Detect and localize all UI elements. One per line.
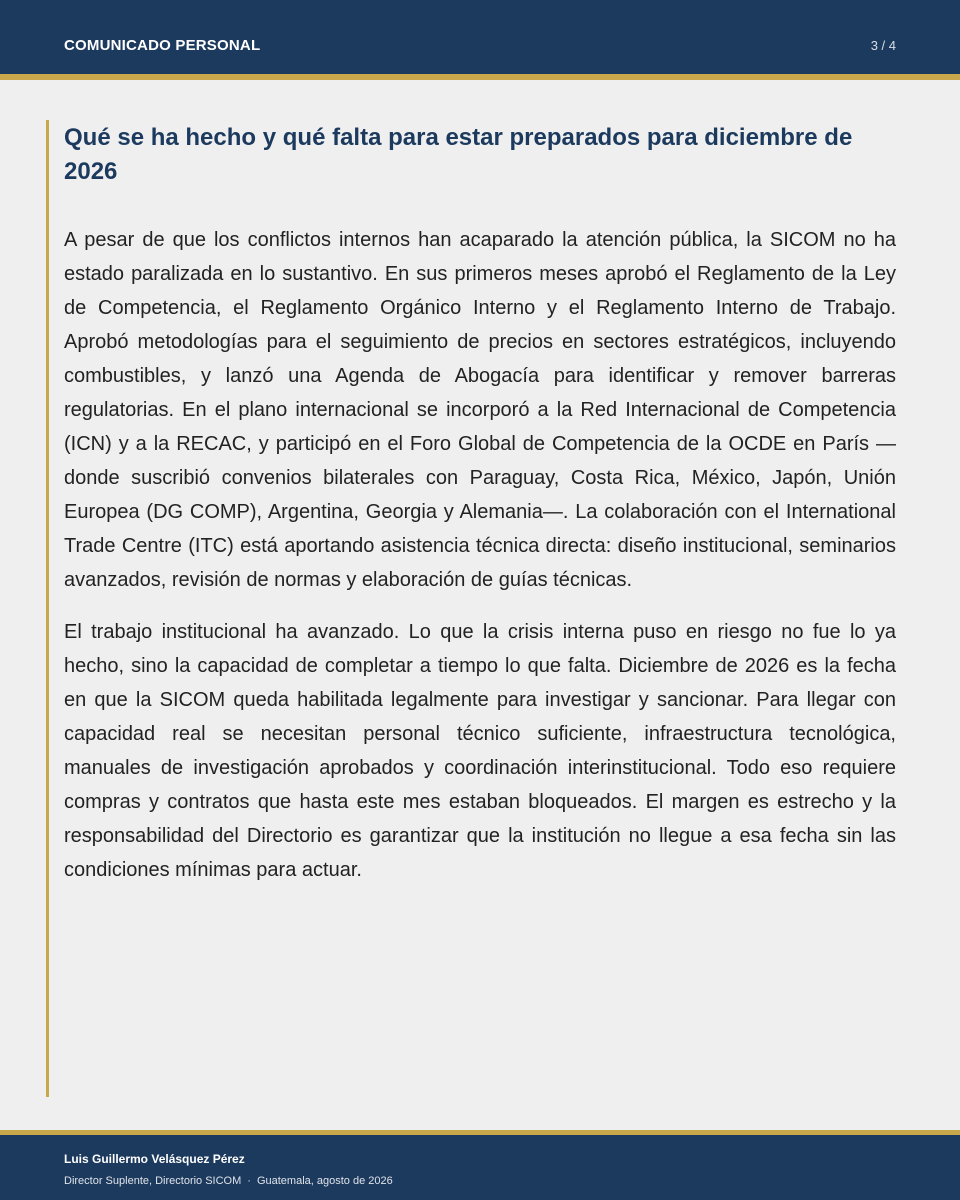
author-title: Director Suplente, Directorio SICOM <box>64 1175 242 1187</box>
header-bar <box>0 0 960 80</box>
document-type-label: COMUNICADO PERSONAL <box>64 37 261 54</box>
author-role-line <box>64 1175 393 1187</box>
footer-separator: · <box>247 1175 251 1187</box>
section-title: Qué se ha hecho y qué falta para estar preparados para diciembre de 2026 <box>64 124 853 185</box>
author-name: Luis Guillermo Velásquez Pérez <box>64 1152 245 1166</box>
footer-bar <box>0 1130 960 1200</box>
page-number: 3 / 4 <box>870 38 896 53</box>
place-date: Guatemala, agosto de 2026 <box>256 1175 393 1187</box>
body-paragraph-2: El trabajo institucional ha avanzado. Lo que la crisis interna puso en riesgo no fue lo ya hecho, sino la capacidad de completar a tiempo lo que falta. Diciembre de 2026 es la fecha en que la SICOM queda habilitada legalmente para investigar y sancionar. Para llegar con capacidad real se necesitan personal técnico suficiente, infraestructura tecnológica, manuales de investigación aprobados y coordinación interinstitucional. Todo eso requiere compras y contratos que hasta este mes estaban bloqueados. El margen es estrecho y la responsabilidad del Directorio es garantizar que la institución no llegue a esa fecha sin las condiciones mínimas para actuar. <box>64 621 896 881</box>
section-content <box>46 120 896 1097</box>
body-paragraph-1: A pesar de que los conflictos internos han acaparado la atención pública, la SICOM no ha estado paralizada en lo sustantivo. En sus primeros meses aprobó el Reglamento de la Ley de Competencia, el Reglamento Orgánico Interno y el Reglamento Interno de Trabajo. Aprobó metodologías para el seguimiento de precios en sectores estratégicos, incluyendo combustibles, y lanzó una Agenda de Abogacía para identificar y remover barreras regulatorias. En el plano internacional se incorporó a la Red Internacional de Competencia (ICN) y a la RECAC, y participó en el Foro Global de Competencia de la OCDE en París —donde suscribió convenios bilaterales con Paraguay, Costa Rica, México, Japón, Unión Europea (DG COMP), Argentina, Georgia y Alemania—. La colaboración con el International Trade Centre (ITC) está aportando asistencia técnica directa: diseño institucional, seminarios avanzados, revisión de normas y elaboración de guías técnicas. <box>64 229 896 591</box>
